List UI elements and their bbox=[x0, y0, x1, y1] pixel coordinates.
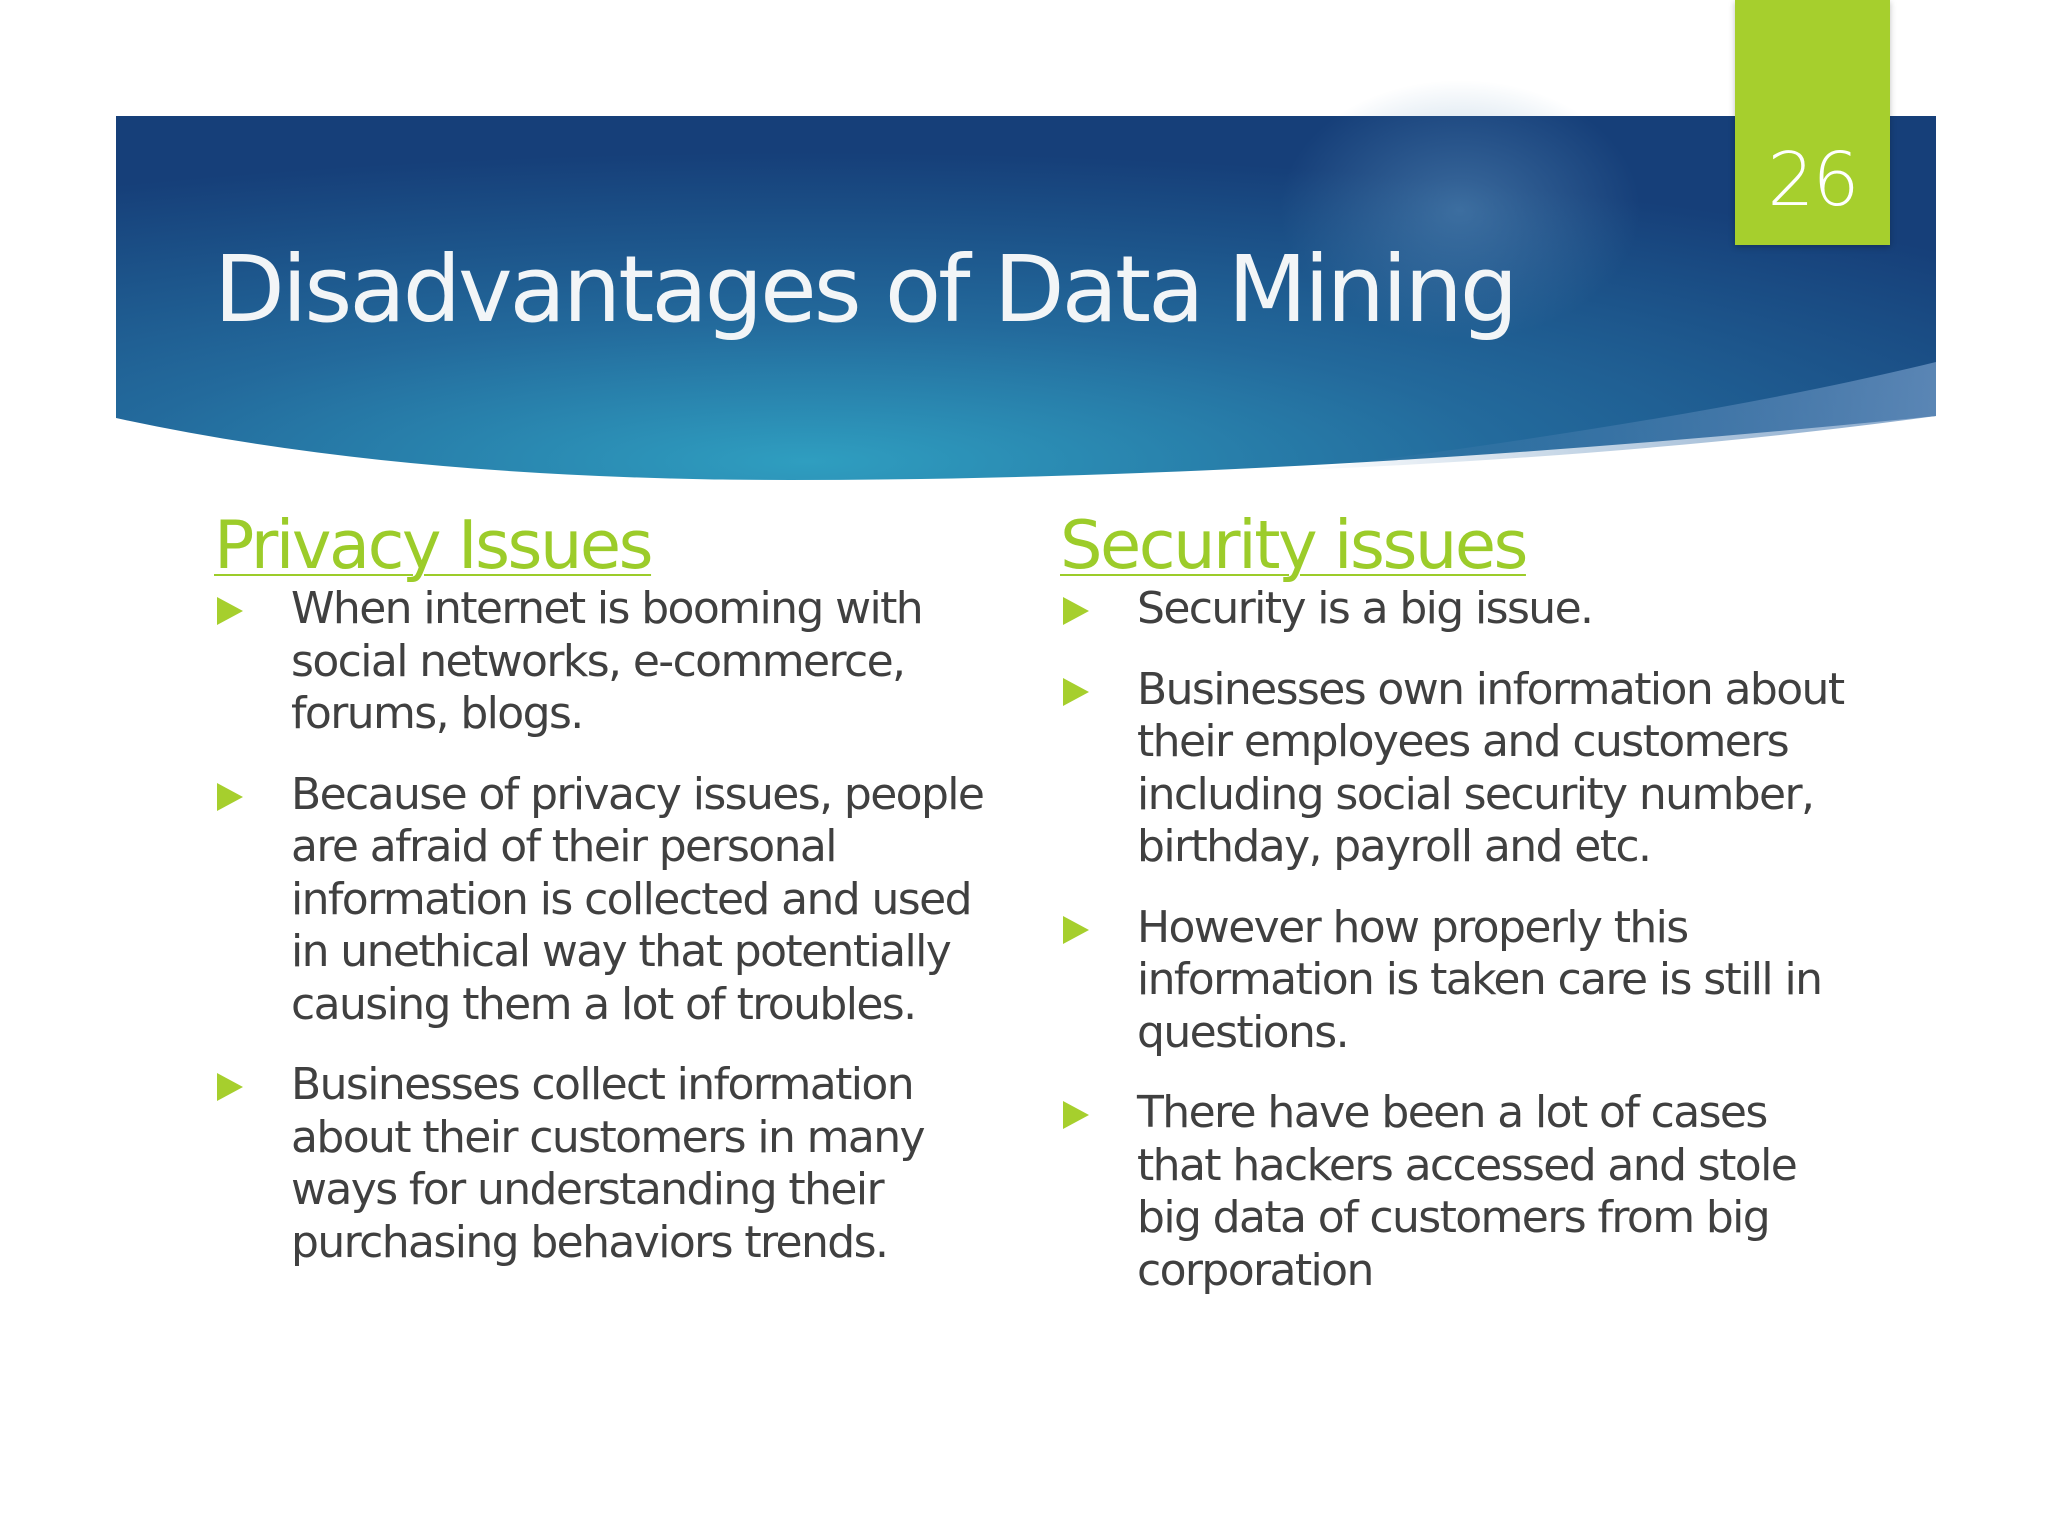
slide-title: Disadvantages of Data Mining bbox=[214, 236, 1516, 343]
bullet-text: There have been a lot of cases that hackers accessed and stole big data of customers from big corporation bbox=[1137, 1087, 1797, 1296]
security-column bbox=[1060, 505, 1860, 1325]
list-item bbox=[1060, 664, 1860, 874]
bullet-text: Businesses own information about their employees and customers including social security number, birthday, payroll and etc. bbox=[1137, 663, 1844, 872]
privacy-bullet-list bbox=[214, 583, 1004, 1269]
page-number: 26 bbox=[1767, 137, 1858, 223]
privacy-heading: Privacy Issues bbox=[214, 506, 652, 584]
triangle-bullet-icon bbox=[1063, 916, 1089, 944]
triangle-bullet-icon bbox=[1063, 597, 1089, 625]
triangle-bullet-icon bbox=[217, 597, 243, 625]
list-item bbox=[1060, 583, 1860, 636]
triangle-bullet-icon bbox=[217, 783, 243, 811]
page-number-badge bbox=[1735, 0, 1890, 245]
bullet-text: When internet is booming with social networks, e-commerce, forums, blogs. bbox=[291, 583, 923, 739]
list-item bbox=[1060, 902, 1860, 1060]
security-bullet-list bbox=[1060, 583, 1860, 1297]
triangle-bullet-icon bbox=[217, 1073, 243, 1101]
bullet-text: Because of privacy issues, people are afraid of their personal information is collected and used in unethical way that potentially causing them a lot of troubles. bbox=[291, 768, 984, 1030]
list-item bbox=[214, 583, 1004, 741]
triangle-bullet-icon bbox=[1063, 678, 1089, 706]
list-item bbox=[214, 769, 1004, 1032]
list-item bbox=[1060, 1087, 1860, 1297]
privacy-column bbox=[214, 505, 1004, 1297]
triangle-bullet-icon bbox=[1063, 1101, 1089, 1129]
bullet-text: However how properly this information is taken care is still in questions. bbox=[1137, 901, 1822, 1058]
bullet-text: Security is a big issue. bbox=[1137, 583, 1593, 634]
list-item bbox=[214, 1059, 1004, 1269]
bullet-text: Businesses collect information about their customers in many ways for understanding their purchasing behaviors trends. bbox=[291, 1059, 925, 1268]
security-heading: Security issues bbox=[1060, 506, 1526, 584]
